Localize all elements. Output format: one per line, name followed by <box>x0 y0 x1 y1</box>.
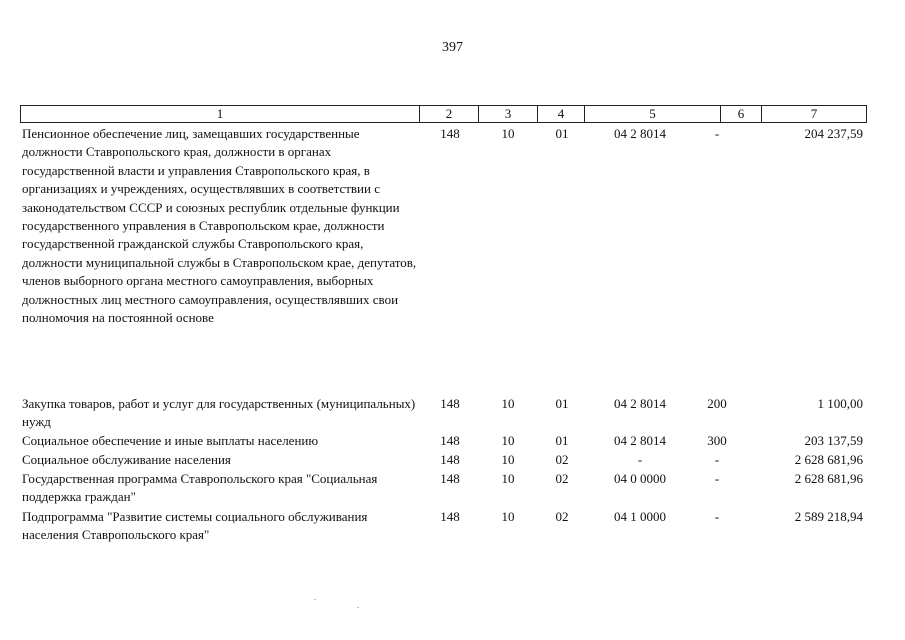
row-col-5: 04 2 8014 <box>614 396 666 411</box>
header-col-5: 5 <box>584 106 720 122</box>
header-col-7: 7 <box>761 106 866 122</box>
row-col-7: 203 137,59 <box>804 433 863 448</box>
row-description: Подпрограмма "Развитие системы социального обслуживания населения Ставропольского края" <box>22 509 368 543</box>
row-col-2: 148 <box>440 509 460 524</box>
row-description: Государственная программа Ставропольского края "Социальная поддержка граждан" <box>22 471 378 505</box>
row-col-3: 10 <box>501 471 515 486</box>
header-col-1: 1 <box>216 106 224 121</box>
row-col-6: - <box>714 452 720 467</box>
row-col-5: - <box>637 452 643 467</box>
row-col-6: - <box>714 471 720 486</box>
row-col-5: 04 1 0000 <box>614 509 666 524</box>
row-col-5: 04 0 0000 <box>614 471 666 486</box>
row-col-6: 300 <box>707 433 727 448</box>
row-col-6: - <box>714 509 720 524</box>
row-description: Закупка товаров, работ и услуг для государственных (муниципальных) нужд <box>22 396 416 430</box>
row-col-5: 04 2 8014 <box>614 126 666 141</box>
row-col-7: 1 100,00 <box>817 396 863 411</box>
row-col-3: 10 <box>501 509 515 524</box>
row-col-3: 10 <box>501 396 515 411</box>
header-col-4: 4 <box>537 106 584 122</box>
row-col-3: 10 <box>501 452 515 467</box>
row-col-2: 148 <box>440 126 460 141</box>
row-col-3: 10 <box>501 433 515 448</box>
row-col-2: 148 <box>440 433 460 448</box>
row-col-4: 02 <box>555 471 569 486</box>
row-col-7: 2 628 681,96 <box>794 471 863 486</box>
row-col-4: 02 <box>555 509 569 524</box>
header-col-3: 3 <box>478 106 537 122</box>
row-description: Социальное обслуживание населения <box>22 452 231 467</box>
table-header <box>20 105 867 123</box>
row-col-6: 200 <box>707 396 727 411</box>
page-number: 397 <box>442 40 463 55</box>
row-col-2: 148 <box>440 471 460 486</box>
header-col-6: 6 <box>720 106 761 122</box>
header-col-2: 2 <box>419 106 478 122</box>
row-col-4: 01 <box>555 126 569 141</box>
row-col-2: 148 <box>440 452 460 467</box>
row-description: Социальное обеспечение и иные выплаты населению <box>22 433 319 448</box>
row-col-7: 2 628 681,96 <box>794 452 863 467</box>
scan-speck: . <box>357 600 360 610</box>
row-col-7: 2 589 218,94 <box>794 509 863 524</box>
row-col-5: 04 2 8014 <box>614 433 666 448</box>
row-col-7: 204 237,59 <box>804 126 863 141</box>
row-col-3: 10 <box>501 126 515 141</box>
row-col-4: 02 <box>555 452 569 467</box>
row-col-4: 01 <box>555 433 569 448</box>
row-col-2: 148 <box>440 396 460 411</box>
row-description: Пенсионное обеспечение лиц, замещавших государственные должности Ставропольского края, должности в органах государственной власти и управления Ставропольского края, в организациях и учреждениях, осуществлявших в соответствии с законодательством СССР и союзных республик отдельные функции государственного управления в Ставропольском крае, должности государственной гражданской службы Ставропольского края, должности муниципальной службы в Ставропольском крае, депутатов, членов выборного органа местного самоуправления, выборных должностных лиц местного самоуправления, осуществлявших свои полномочия на постоянной основе <box>22 126 417 326</box>
scan-speck: . <box>314 592 317 602</box>
row-col-6: - <box>714 126 720 141</box>
row-col-4: 01 <box>555 396 569 411</box>
